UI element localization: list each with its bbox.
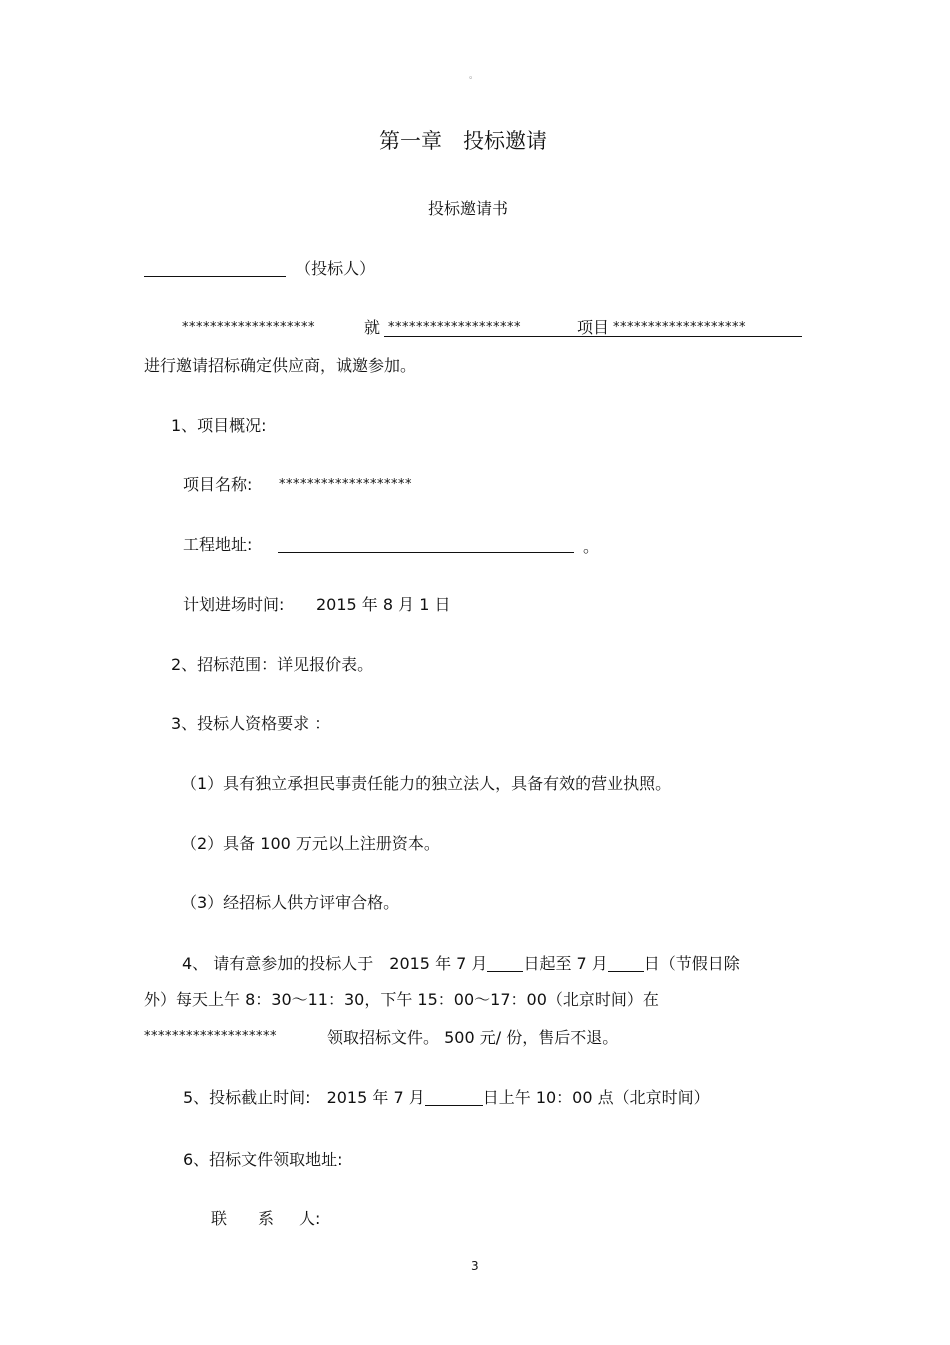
intro-stars-2: *******************	[388, 320, 521, 335]
intro-word-xiangmu: 项目	[577, 318, 610, 337]
entry-time-value: 2015 年 8 月 1 日	[316, 595, 451, 614]
project-name-label: 项目名称:	[183, 475, 253, 494]
section-2: 2、招标范围：详见报价表。	[171, 655, 374, 674]
deadline-lead: 5、投标截止时间: 2015 年 7 月	[183, 1088, 425, 1107]
address-label: 工程地址:	[183, 535, 253, 554]
deadline-tail: 日上午 10：00 点（北京时间）	[482, 1088, 710, 1107]
intro-word-jiu: 就	[364, 318, 381, 337]
contact-char-2: 系	[258, 1209, 275, 1228]
deadline-day-blank	[425, 1089, 483, 1106]
section-4-line-3: 领取招标文件。 500 元/ 份，售后不退。	[327, 1028, 619, 1047]
section-3-heading: 3、投标人资格要求 ：	[171, 714, 331, 733]
contact-char-3: 人:	[299, 1209, 321, 1228]
intro-line-2: 进行邀请招标确定供应商，诚邀参加。	[144, 356, 417, 375]
bidder-suffix: （投标人）	[295, 259, 376, 278]
address-blank	[278, 552, 574, 553]
address-end: 。	[583, 537, 600, 556]
project-name-value: *******************	[279, 477, 412, 492]
section-4-line-2: 外）每天上午 8：30～11：30，下午 15：00～17：00（北京时间）在	[144, 990, 659, 1009]
end-day-blank	[608, 955, 644, 972]
page-number: 3	[471, 1259, 479, 1273]
section-4-lead: 4、 请有意参加的投标人于 2015 年 7 月	[182, 954, 488, 973]
section-4-stars: *******************	[144, 1029, 277, 1044]
section-6-heading: 6、招标文件领取地址:	[183, 1150, 343, 1169]
requirement-1: （1）具有独立承担民事责任能力的独立法人，具备有效的营业执照。	[181, 774, 672, 793]
document-subtitle: 投标邀请书	[428, 199, 509, 218]
contact-char-1: 联	[211, 1209, 228, 1228]
start-day-blank	[487, 955, 523, 972]
contact-label	[211, 1209, 320, 1229]
requirement-2: （2）具备 100 万元以上注册资本。	[181, 834, 440, 853]
section-5	[183, 1088, 710, 1108]
bidder-blank	[144, 260, 286, 277]
intro-stars-1: *******************	[182, 320, 315, 335]
entry-time-label: 计划进场时间:	[183, 595, 285, 614]
section-1-heading: 1、项目概况:	[171, 416, 267, 435]
header-mark: 。	[469, 71, 479, 81]
section-4-line-1	[182, 954, 740, 974]
section-4-tail: 日（节假日除	[643, 954, 740, 973]
requirement-3: （3）经招标人供方评审合格。	[181, 893, 400, 912]
chapter-title: 第一章 投标邀请	[379, 129, 547, 153]
intro-stars-3: *******************	[613, 320, 746, 335]
section-4-mid: 日起至 7 月	[523, 954, 608, 973]
bidder-line	[144, 259, 375, 279]
